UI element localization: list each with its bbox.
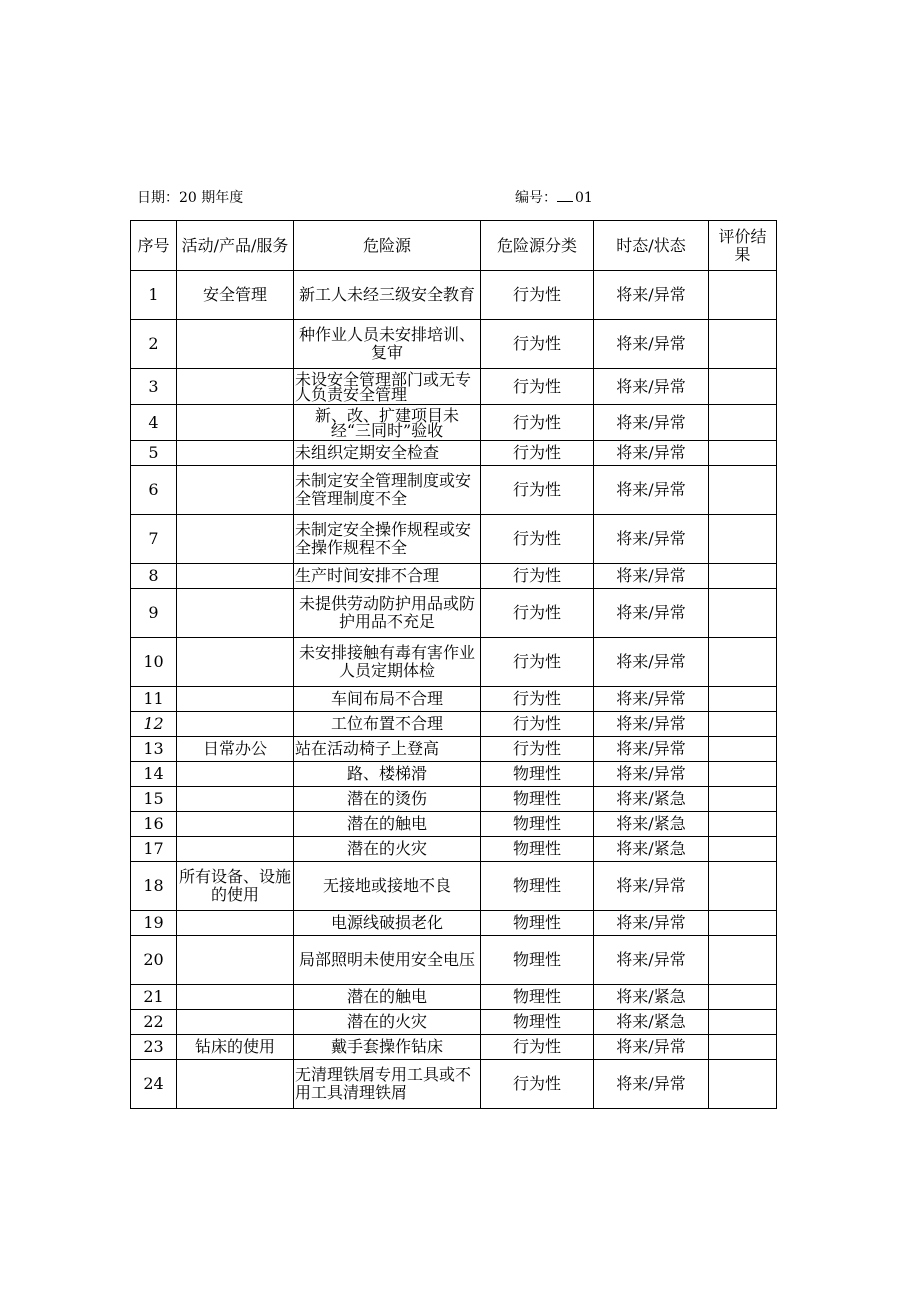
row-number: 9 — [131, 589, 177, 638]
table-row — [131, 762, 777, 787]
row-result — [709, 812, 777, 837]
row-activity — [177, 405, 294, 441]
table-row — [131, 1010, 777, 1035]
row-hazard: 无清理铁屑专用工具或不用工具清理铁屑 — [294, 1060, 481, 1109]
table-row — [131, 985, 777, 1010]
row-number: 18 — [131, 862, 177, 911]
row-state: 将来/紧急 — [594, 812, 709, 837]
table-row — [131, 271, 777, 320]
header-result: 评价结果 — [709, 221, 777, 271]
table-row — [131, 936, 777, 985]
row-activity — [177, 911, 294, 936]
table-row — [131, 320, 777, 369]
row-activity — [177, 936, 294, 985]
row-hazard: 新、改、扩建项目未经“三同时”验收 — [294, 405, 481, 441]
row-result — [709, 1060, 777, 1109]
row-activity — [177, 1010, 294, 1035]
table-row — [131, 812, 777, 837]
row-number: 14 — [131, 762, 177, 787]
row-activity: 钻床的使用 — [177, 1035, 294, 1060]
row-result — [709, 687, 777, 712]
row-activity — [177, 687, 294, 712]
row-category: 行为性 — [481, 564, 594, 589]
row-number: 17 — [131, 837, 177, 862]
table-row — [131, 712, 777, 737]
table-row — [131, 737, 777, 762]
row-number: 13 — [131, 737, 177, 762]
row-category: 物理性 — [481, 762, 594, 787]
row-result — [709, 564, 777, 589]
row-hazard: 潜在的烫伤 — [294, 787, 481, 812]
row-state: 将来/异常 — [594, 1035, 709, 1060]
row-activity: 安全管理 — [177, 271, 294, 320]
row-hazard: 种作业人员未安排培训、复审 — [294, 320, 481, 369]
row-hazard: 未安排接触有毒有害作业人员定期体检 — [294, 638, 481, 687]
row-state: 将来/异常 — [594, 687, 709, 712]
row-number: 3 — [131, 369, 177, 405]
code-field — [515, 187, 593, 207]
row-number: 12 — [131, 712, 177, 737]
row-activity — [177, 985, 294, 1010]
row-activity — [177, 369, 294, 405]
row-hazard: 站在活动椅子上登高 — [294, 737, 481, 762]
row-result — [709, 638, 777, 687]
row-category: 物理性 — [481, 787, 594, 812]
row-state: 将来/异常 — [594, 911, 709, 936]
date-label: 日期：20 期年度 — [137, 190, 244, 206]
row-category: 物理性 — [481, 862, 594, 911]
row-category: 行为性 — [481, 271, 594, 320]
row-activity — [177, 762, 294, 787]
row-result — [709, 466, 777, 515]
row-state: 将来/异常 — [594, 369, 709, 405]
row-hazard: 工位布置不合理 — [294, 712, 481, 737]
row-number: 15 — [131, 787, 177, 812]
code-label: 编号： — [515, 190, 557, 206]
row-category: 行为性 — [481, 737, 594, 762]
row-result — [709, 441, 777, 466]
row-activity — [177, 515, 294, 564]
row-number: 23 — [131, 1035, 177, 1060]
row-activity — [177, 564, 294, 589]
table-row — [131, 589, 777, 638]
table-row — [131, 837, 777, 862]
row-state: 将来/异常 — [594, 862, 709, 911]
row-activity — [177, 320, 294, 369]
row-hazard: 局部照明未使用安全电压 — [294, 936, 481, 985]
row-activity: 所有设备、设施的使用 — [177, 862, 294, 911]
row-hazard: 潜在的触电 — [294, 812, 481, 837]
row-result — [709, 320, 777, 369]
row-hazard: 未制定安全管理制度或安全管理制度不全 — [294, 466, 481, 515]
row-category: 物理性 — [481, 936, 594, 985]
row-state: 将来/异常 — [594, 762, 709, 787]
row-activity — [177, 837, 294, 862]
row-number: 24 — [131, 1060, 177, 1109]
row-result — [709, 369, 777, 405]
row-category: 行为性 — [481, 1060, 594, 1109]
table-row — [131, 369, 777, 405]
row-number: 4 — [131, 405, 177, 441]
row-result — [709, 837, 777, 862]
table-row — [131, 405, 777, 441]
row-result — [709, 911, 777, 936]
row-result — [709, 1035, 777, 1060]
row-state: 将来/异常 — [594, 936, 709, 985]
table-row — [131, 862, 777, 911]
row-result — [709, 737, 777, 762]
table-row — [131, 687, 777, 712]
row-activity — [177, 466, 294, 515]
code-value: 01 — [575, 190, 593, 206]
row-category: 物理性 — [481, 985, 594, 1010]
row-category: 行为性 — [481, 466, 594, 515]
row-result — [709, 936, 777, 985]
document-header — [0, 187, 920, 207]
table-row — [131, 787, 777, 812]
row-activity — [177, 812, 294, 837]
row-activity — [177, 638, 294, 687]
row-number: 10 — [131, 638, 177, 687]
row-result — [709, 712, 777, 737]
row-hazard: 未制定安全操作规程或安全操作规程不全 — [294, 515, 481, 564]
row-category: 行为性 — [481, 369, 594, 405]
row-number: 11 — [131, 687, 177, 712]
row-state: 将来/异常 — [594, 712, 709, 737]
code-underline — [557, 189, 573, 202]
row-category: 行为性 — [481, 589, 594, 638]
table-row — [131, 911, 777, 936]
row-category: 物理性 — [481, 812, 594, 837]
row-result — [709, 985, 777, 1010]
row-hazard: 车间布局不合理 — [294, 687, 481, 712]
row-hazard: 新工人未经三级安全教育 — [294, 271, 481, 320]
table-row — [131, 515, 777, 564]
row-hazard: 未组织定期安全检查 — [294, 441, 481, 466]
row-category: 物理性 — [481, 911, 594, 936]
row-state: 将来/异常 — [594, 441, 709, 466]
row-category: 行为性 — [481, 405, 594, 441]
table-header-row — [131, 221, 777, 271]
row-result — [709, 515, 777, 564]
header-state: 时态/状态 — [594, 221, 709, 271]
row-result — [709, 1010, 777, 1035]
row-activity — [177, 589, 294, 638]
row-number: 5 — [131, 441, 177, 466]
row-category: 行为性 — [481, 638, 594, 687]
row-number: 16 — [131, 812, 177, 837]
row-hazard: 潜在的触电 — [294, 985, 481, 1010]
row-category: 行为性 — [481, 320, 594, 369]
row-state: 将来/异常 — [594, 271, 709, 320]
row-number: 7 — [131, 515, 177, 564]
table-row — [131, 564, 777, 589]
row-state: 将来/异常 — [594, 737, 709, 762]
row-hazard: 电源线破损老化 — [294, 911, 481, 936]
table-row — [131, 441, 777, 466]
hazard-table — [130, 220, 777, 1109]
row-state: 将来/异常 — [594, 589, 709, 638]
row-result — [709, 405, 777, 441]
row-number: 20 — [131, 936, 177, 985]
row-result — [709, 862, 777, 911]
row-category: 物理性 — [481, 1010, 594, 1035]
row-hazard: 戴手套操作钻床 — [294, 1035, 481, 1060]
row-activity — [177, 787, 294, 812]
row-state: 将来/异常 — [594, 638, 709, 687]
row-state: 将来/紧急 — [594, 787, 709, 812]
row-number: 6 — [131, 466, 177, 515]
row-number: 8 — [131, 564, 177, 589]
row-result — [709, 762, 777, 787]
row-hazard: 潜在的火灾 — [294, 837, 481, 862]
row-state: 将来/异常 — [594, 466, 709, 515]
row-state: 将来/异常 — [594, 405, 709, 441]
table-row — [131, 1060, 777, 1109]
header-no: 序号 — [131, 221, 177, 271]
row-category: 行为性 — [481, 515, 594, 564]
row-category: 物理性 — [481, 837, 594, 862]
row-hazard: 未提供劳动防护用品或防护用品不充足 — [294, 589, 481, 638]
table-row — [131, 1035, 777, 1060]
row-state: 将来/紧急 — [594, 1010, 709, 1035]
row-category: 行为性 — [481, 441, 594, 466]
row-state: 将来/异常 — [594, 564, 709, 589]
row-number: 21 — [131, 985, 177, 1010]
row-state: 将来/紧急 — [594, 985, 709, 1010]
row-state: 将来/紧急 — [594, 837, 709, 862]
table-row — [131, 466, 777, 515]
row-state: 将来/异常 — [594, 320, 709, 369]
row-activity — [177, 712, 294, 737]
row-hazard: 潜在的火灾 — [294, 1010, 481, 1035]
row-result — [709, 271, 777, 320]
row-hazard: 未设安全管理部门或无专人负责安全管理 — [294, 369, 481, 405]
row-number: 22 — [131, 1010, 177, 1035]
row-hazard: 无接地或接地不良 — [294, 862, 481, 911]
row-hazard: 路、楼梯滑 — [294, 762, 481, 787]
table-row — [131, 638, 777, 687]
row-hazard: 生产时间安排不合理 — [294, 564, 481, 589]
row-number: 2 — [131, 320, 177, 369]
header-activity: 活动/产品/服务 — [177, 221, 294, 271]
row-category: 行为性 — [481, 712, 594, 737]
header-hazard: 危险源 — [294, 221, 481, 271]
row-activity: 日常办公 — [177, 737, 294, 762]
row-activity — [177, 1060, 294, 1109]
row-result — [709, 787, 777, 812]
row-state: 将来/异常 — [594, 1060, 709, 1109]
row-result — [709, 589, 777, 638]
row-category: 行为性 — [481, 1035, 594, 1060]
row-activity — [177, 441, 294, 466]
row-number: 19 — [131, 911, 177, 936]
row-category: 行为性 — [481, 687, 594, 712]
row-number: 1 — [131, 271, 177, 320]
header-category: 危险源分类 — [481, 221, 594, 271]
row-state: 将来/异常 — [594, 515, 709, 564]
